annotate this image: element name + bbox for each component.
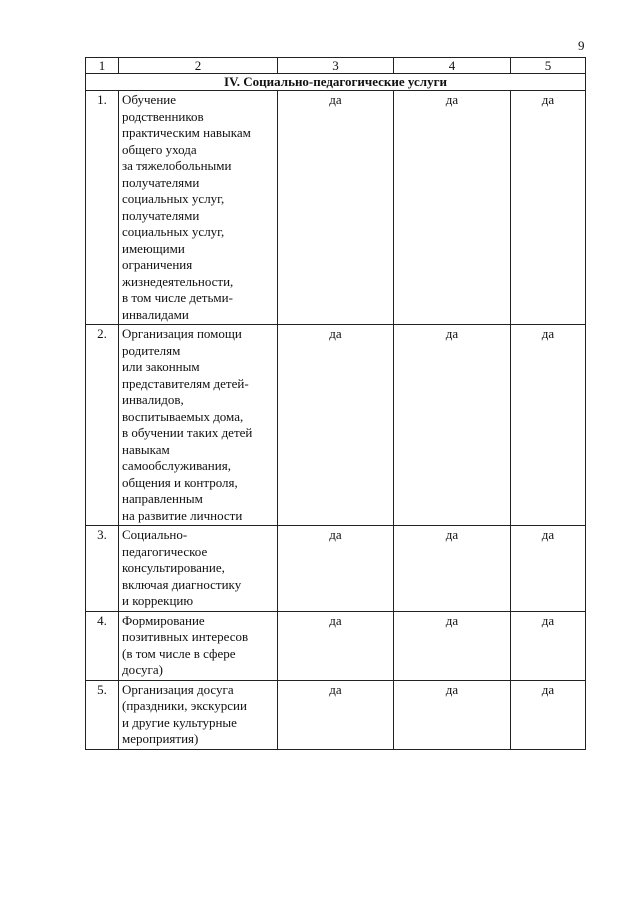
value-cell: да [394, 680, 511, 749]
description-line: досуга) [122, 662, 163, 677]
section-title: IV. Социально-педагогические услуги [86, 74, 586, 91]
service-description [119, 680, 278, 749]
description-line: Организация досуга [122, 681, 234, 697]
description-line: и коррекцию [122, 593, 194, 608]
description-line: Организация помощи [122, 326, 242, 341]
description-line: включая диагностику [122, 576, 242, 592]
description-line: Обучение [122, 92, 176, 107]
value-cell: да [278, 611, 394, 680]
table-row [86, 526, 586, 612]
service-description [119, 91, 278, 325]
description-line: на развитие личности [122, 507, 243, 523]
value-cell: да [394, 526, 511, 612]
description-line: и другие культурные [122, 714, 237, 730]
value-cell: да [511, 526, 586, 612]
description-line: представителям детей- [122, 375, 249, 391]
column-number-row [86, 58, 586, 74]
value-cell: да [511, 91, 586, 325]
description-line: социальных услуг, [122, 224, 225, 239]
row-number: 4. [86, 611, 119, 680]
table-row [86, 325, 586, 526]
description-line: получателями [122, 207, 200, 223]
column-number: 5 [511, 58, 586, 74]
value-cell: да [511, 325, 586, 526]
description-line: инвалидами [122, 306, 189, 322]
value-cell: да [278, 526, 394, 612]
description-line: мероприятия) [122, 731, 199, 746]
service-description [119, 526, 278, 612]
description-line: (в том числе в сфере [122, 645, 236, 661]
description-line: в обучении таких детей [122, 425, 253, 440]
description-line: в том числе детьми- [122, 290, 233, 305]
row-number: 1. [86, 91, 119, 325]
description-line: социальных услуг, [122, 191, 225, 206]
value-cell: да [278, 325, 394, 526]
value-cell: да [511, 611, 586, 680]
value-cell: да [511, 680, 586, 749]
page-number: 9 [578, 38, 585, 53]
section-header-row [86, 74, 586, 91]
description-line: родственников [122, 108, 204, 124]
column-number: 3 [278, 58, 394, 74]
description-line: инвалидов, [122, 392, 184, 407]
description-line: (праздники, экскурсии [122, 698, 247, 713]
description-line: практическим навыкам [122, 125, 251, 140]
column-number: 1 [86, 58, 119, 74]
description-line: общения и контроля, [122, 474, 238, 490]
services-table [85, 57, 586, 750]
description-line: педагогическое [122, 543, 208, 559]
description-line: позитивных интересов [122, 629, 249, 644]
column-number: 4 [394, 58, 511, 74]
description-line: общего ухода [122, 141, 197, 157]
description-line: навыкам [122, 441, 170, 457]
description-line: воспитываемых дома, [122, 408, 244, 424]
service-description [119, 325, 278, 526]
value-cell: да [394, 91, 511, 325]
description-line: за тяжелобольными [122, 158, 232, 173]
service-description [119, 611, 278, 680]
description-line: имеющими [122, 240, 185, 256]
description-line: направленным [122, 491, 203, 506]
value-cell: да [278, 680, 394, 749]
column-number: 2 [119, 58, 278, 74]
row-number: 3. [86, 526, 119, 612]
value-cell: да [278, 91, 394, 325]
description-line: ограничения [122, 257, 193, 272]
value-cell: да [394, 611, 511, 680]
description-line: родителям [122, 342, 181, 358]
value-cell: да [394, 325, 511, 526]
row-number: 5. [86, 680, 119, 749]
row-number: 2. [86, 325, 119, 526]
description-line: консультирование, [122, 560, 225, 575]
description-line: получателями [122, 174, 200, 190]
description-line: Социально- [122, 527, 188, 542]
table-row [86, 91, 586, 325]
table-row [86, 611, 586, 680]
description-line: Формирование [122, 612, 205, 628]
description-line: жизнедеятельности, [122, 273, 234, 289]
description-line: самообслуживания, [122, 458, 231, 473]
table-row [86, 680, 586, 749]
description-line: или законным [122, 359, 200, 374]
